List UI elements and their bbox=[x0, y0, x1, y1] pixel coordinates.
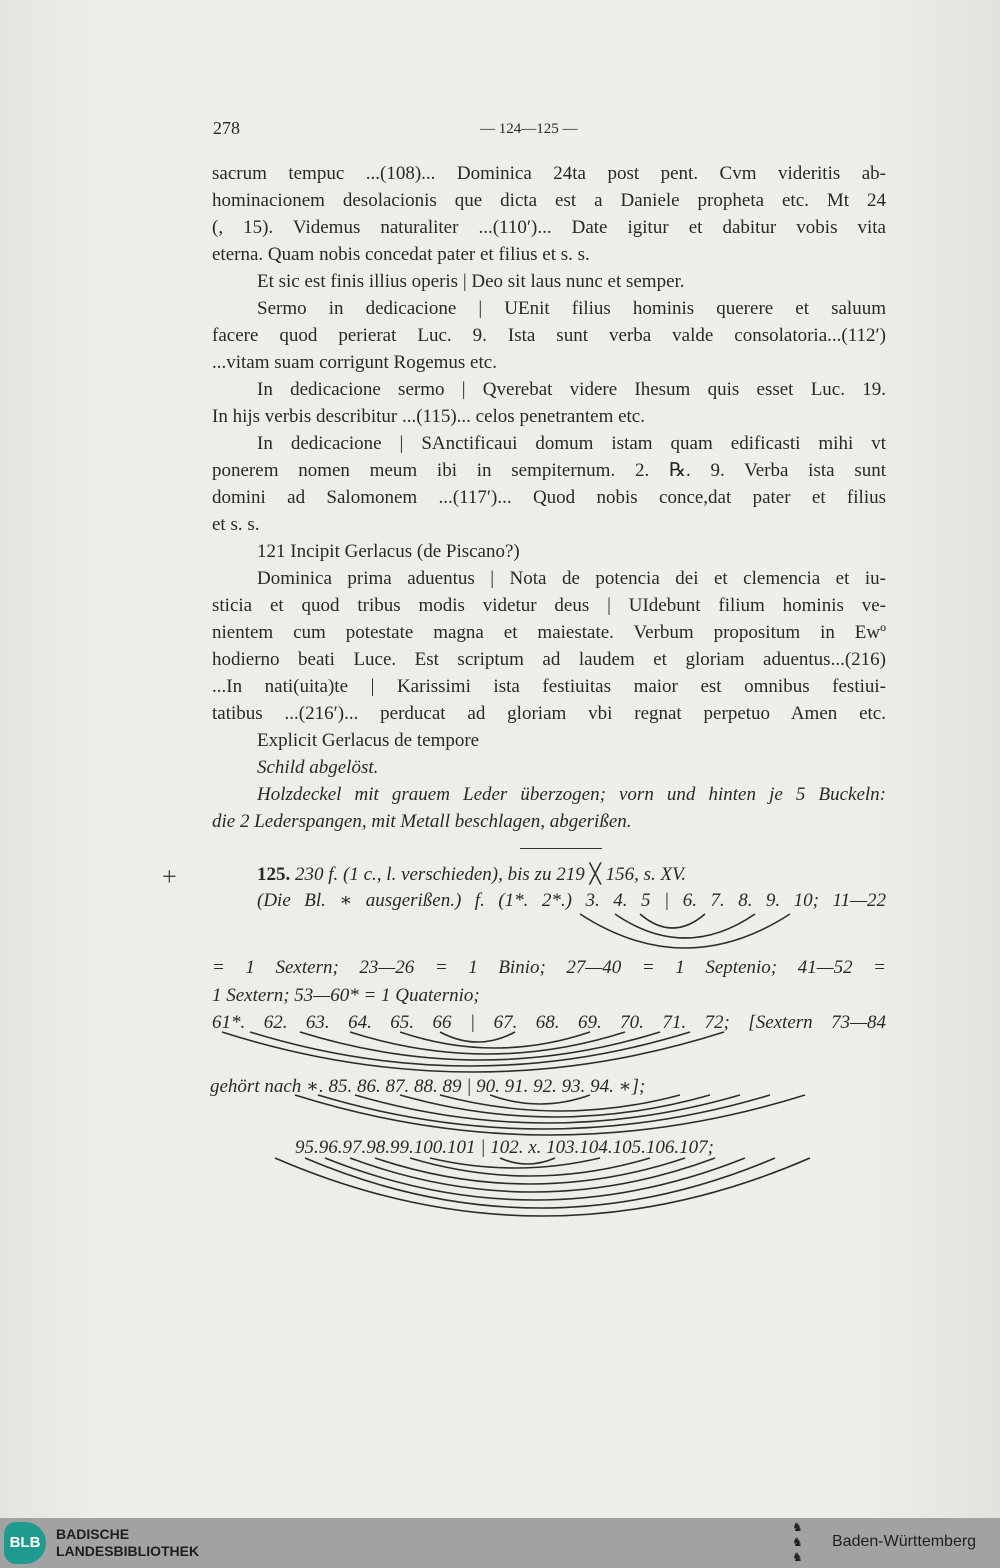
blb-logo: BLB bbox=[4, 1522, 46, 1564]
quire-arc bbox=[325, 1158, 745, 1200]
text-line: hominacionem desolacionis que dicta est a Daniele propheta etc. Mt 24 bbox=[212, 190, 886, 211]
text-line: hodierno beati Luce. Est scriptum ad laudem et gloriam aduentus...(216) bbox=[212, 649, 886, 670]
text-line: et s. s. bbox=[212, 514, 260, 535]
collation-line: gehört nach ∗. 85. 86. 87. 88. 89 | 90. 91. 92. 93. 94. ∗]; bbox=[210, 1076, 646, 1097]
text-line: tatibus ...(216′)... perducat ad gloriam vbi regnat perpetuo Amen etc. bbox=[212, 703, 886, 724]
running-title: — 124—125 — bbox=[480, 121, 578, 137]
text-line: Explicit Gerlacus de tempore bbox=[257, 730, 480, 751]
quire-arc bbox=[305, 1158, 775, 1208]
quire-arc bbox=[275, 1158, 810, 1216]
text-line: Schild abgelöst. bbox=[257, 757, 379, 778]
entry-description: 230 f. (1 c., l. verschieden), bis zu 219 ╳ 156, s. XV. bbox=[295, 864, 687, 885]
text-line: ...In nati(uita)te | Karissimi ista festiuitas maior est omnibus festiui- bbox=[212, 676, 886, 697]
section-divider bbox=[520, 848, 602, 849]
quire-arc bbox=[318, 1095, 770, 1129]
text-line: (, 15). Videmus naturaliter ...(110′)... Date igitur et dabitur vobis vita bbox=[212, 217, 886, 238]
footer-bar bbox=[0, 1518, 1000, 1568]
state-name: Baden-Württemberg bbox=[832, 1533, 977, 1550]
text-line: nientem cum potestate magna et maiestate. Verbum propositum in Ewº bbox=[212, 622, 886, 643]
quire-arc bbox=[295, 1095, 805, 1135]
collation-line: (Die Bl. ∗ ausgerißen.) f. (1*. 2*.) 3. 4. 5 | 6. 7. 8. 9. 10; 11—22 bbox=[257, 890, 886, 911]
text-line: sticia et quod tribus modis videtur deus | UIdebunt filium hominis ve- bbox=[212, 595, 886, 616]
collation-line: = 1 Sextern; 23—26 = 1 Binio; 27—40 = 1 Septenio; 41—52 = bbox=[212, 957, 886, 978]
entry-number: 125. bbox=[257, 864, 291, 885]
text-line: In dedicacione | SAnctificaui domum istam quam edificasti mihi vt bbox=[257, 433, 886, 454]
text-line: ponerem nomen meum ibi in sempiternum. 2. ℞. 9. Verba ista sunt bbox=[212, 460, 886, 481]
text-line: ...vitam suam corrigunt Rogemus etc. bbox=[212, 352, 497, 373]
page-number: 278 bbox=[213, 118, 240, 138]
collation-line: 95.96.97.98.99.100.101 | 102. x. 103.104.105.106.107; bbox=[295, 1137, 714, 1158]
text-line: In dedicacione sermo | Qverebat videre Ihesum quis esset Luc. 19. bbox=[257, 379, 886, 400]
text-line: In hijs verbis describitur ...(115)... celos penetrantem etc. bbox=[212, 406, 645, 427]
text-line: sacrum tempuc ...(108)... Dominica 24ta post pent. Cvm videritis ab- bbox=[212, 163, 886, 184]
collation-line: 1 Sextern; 53—60* = 1 Quaternio; bbox=[212, 985, 480, 1006]
text-line: Holzdeckel mit grauem Leder überzogen; vorn und hinten je 5 Buckeln: bbox=[257, 784, 886, 805]
quire-arc bbox=[580, 914, 790, 948]
library-name-line2: LANDESBIBLIOTHEK bbox=[56, 1543, 200, 1559]
quire-arc bbox=[300, 1032, 660, 1060]
section-heading: 121 Incipit Gerlacus (de Piscano?) bbox=[257, 541, 520, 562]
quire-arc bbox=[615, 914, 755, 938]
quire-arc bbox=[640, 914, 705, 928]
quire-arc bbox=[250, 1032, 690, 1066]
library-name bbox=[56, 1526, 199, 1560]
quire-arc bbox=[222, 1032, 724, 1072]
quire-arc bbox=[350, 1158, 715, 1192]
text-line: Et sic est finis illius operis | Deo sit laus nunc et semper. bbox=[257, 271, 685, 292]
entry-heading bbox=[257, 861, 886, 888]
quire-arc bbox=[375, 1158, 685, 1184]
collation-line: 61*. 62. 63. 64. 65. 66 | 67. 68. 69. 70. 71. 72; [Sextern 73—84 bbox=[212, 1012, 886, 1033]
library-name-line1: BADISCHE bbox=[56, 1526, 130, 1542]
text-line: die 2 Lederspangen, mit Metall beschlagen, abgerißen. bbox=[212, 811, 632, 832]
margin-plus-mark: + bbox=[162, 862, 177, 891]
lions-coat-of-arms-icon: ♞ ♞ ♞ bbox=[792, 1520, 803, 1564]
text-line: facere quod perierat Luc. 9. Ista sunt verba valde consolatoria...(112′) bbox=[212, 325, 886, 346]
text-line: Sermo in dedicacione | UEnit filius hominis querere et saluum bbox=[257, 298, 886, 319]
text-line: eterna. Quam nobis concedat pater et filius et s. s. bbox=[212, 244, 590, 265]
text-line: Dominica prima aduentus | Nota de potencia dei et clemencia et iu- bbox=[257, 568, 886, 589]
text-line: domini ad Salomonem ...(117′)... Quod nobis conce,dat pater et filius bbox=[212, 487, 886, 508]
